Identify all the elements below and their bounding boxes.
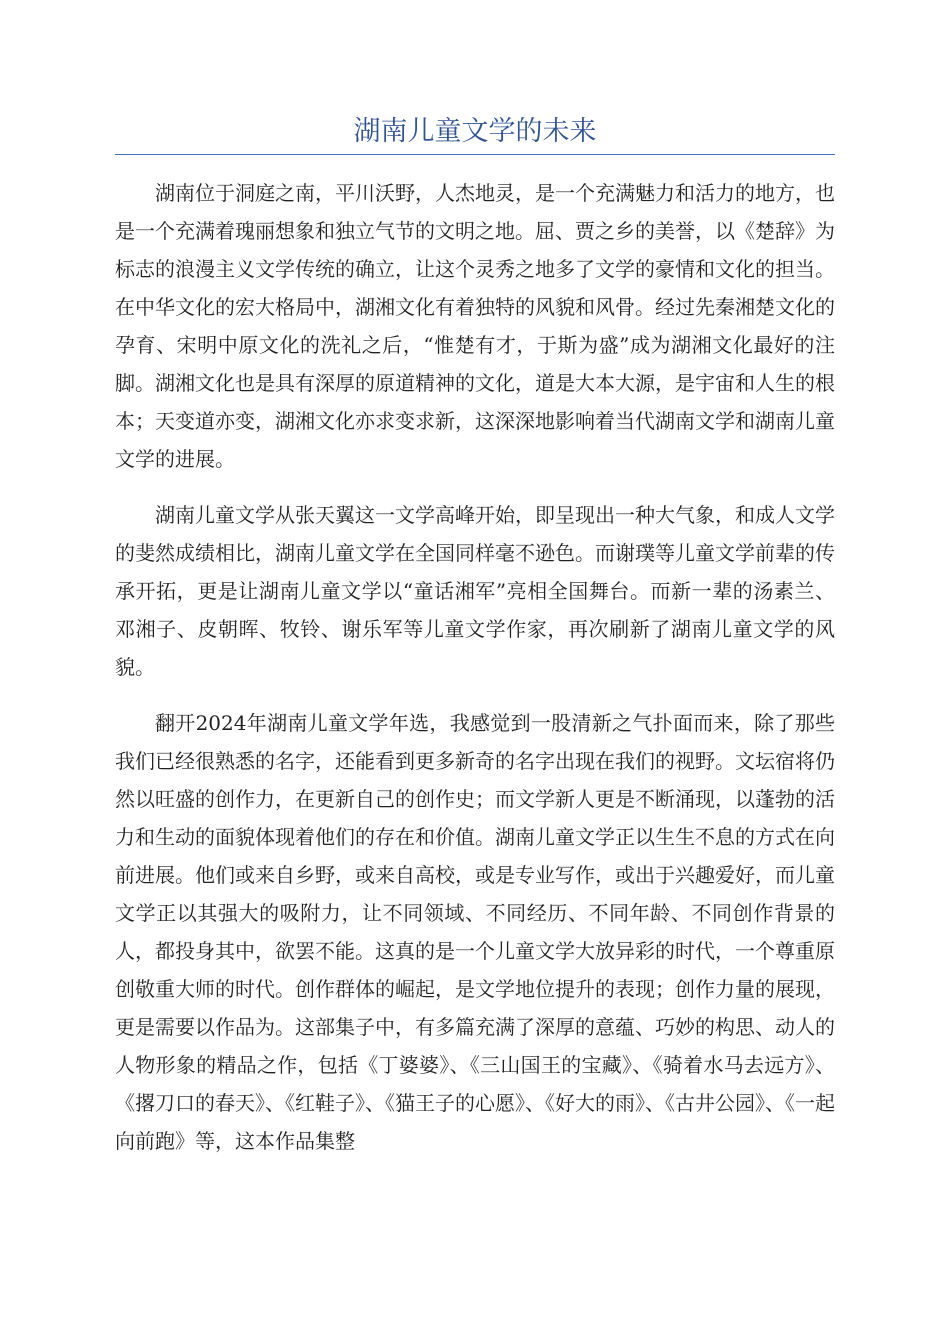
paragraph-1: 湖南位于洞庭之南，平川沃野，人杰地灵，是一个充满魅力和活力的地方，也是一个充满着瑰丽想象和独立气节的文明之地。屈、贾之乡的美誉，以《楚辞》为标志的浪漫主义文学传统的确立，让这个灵秀之地多了文学的豪情和文化的担当。在中华文化的宏大格局中，湖湘文化有着独特的风貌和风骨。经过先秦湘楚文化的孕育、宋明中原文化的洗礼之后，“惟楚有才，于斯为盛”成为湖湘文化最好的注脚。湖湘文化也是具有深厚的原道精神的文化，道是大本大源，是宇宙和人生的根本；天变道亦变，湖湘文化亦求变求新，这深深地影响着当代湖南文学和湖南儿童文学的进展。: [115, 181, 835, 471]
paragraph-3: 翻开2024年湖南儿童文学年选，我感觉到一股清新之气扑面而来，除了那些我们已经很熟悉的名字，还能看到更多新奇的名字出现在我们的视野。文坛宿将仍然以旺盛的创作力，在更新自己的创作史；而文学新人更是不断涌现，以蓬勃的活力和生动的面貌体现着他们的存在和价值。湖南儿童文学正以生生不息的方式在向前进展。他们或来自乡野，或来自高校，或是专业写作，或出于兴趣爱好，而儿童文学正以其强大的吸附力，让不同领域、不同经历、不同年龄、不同创作背景的人，都投身其中，欲罢不能。这真的是一个儿童文学大放异彩的时代，一个尊重原创敬重大师的时代。创作群体的崛起，是文学地位提升的表现；创作力量的展现，更是需要以作品为。这部集子中，有多篇充满了深厚的意蕴、巧妙的构思、动人的人物形象的精品之作，包括《丁婆婆》、《三山国王的宝藏》、《骑着水马去远方》、《撂刀口的春天》、《红鞋子》、《猫王子的心愿》、《好大的雨》、《古井公园》、《一起向前跑》等，这本作品集整: [115, 711, 835, 1153]
title-underline: [115, 154, 835, 155]
document-title: 湖南儿童文学的未来: [353, 116, 597, 147]
document-body: [115, 174, 835, 1178]
paragraph-2: 湖南儿童文学从张天翼这一文学高峰开始，即呈现出一种大气象，和成人文学的斐然成绩相比，湖南儿童文学在全国同样毫不逊色。而谢璞等儿童文学前辈的传承开拓，更是让湖南儿童文学以“童话湘军”亮相全国舞台。而新一辈的汤素兰、邓湘子、皮朝晖、牧铃、谢乐军等儿童文学作家，再次刷新了湖南儿童文学的风貌。: [115, 503, 835, 679]
